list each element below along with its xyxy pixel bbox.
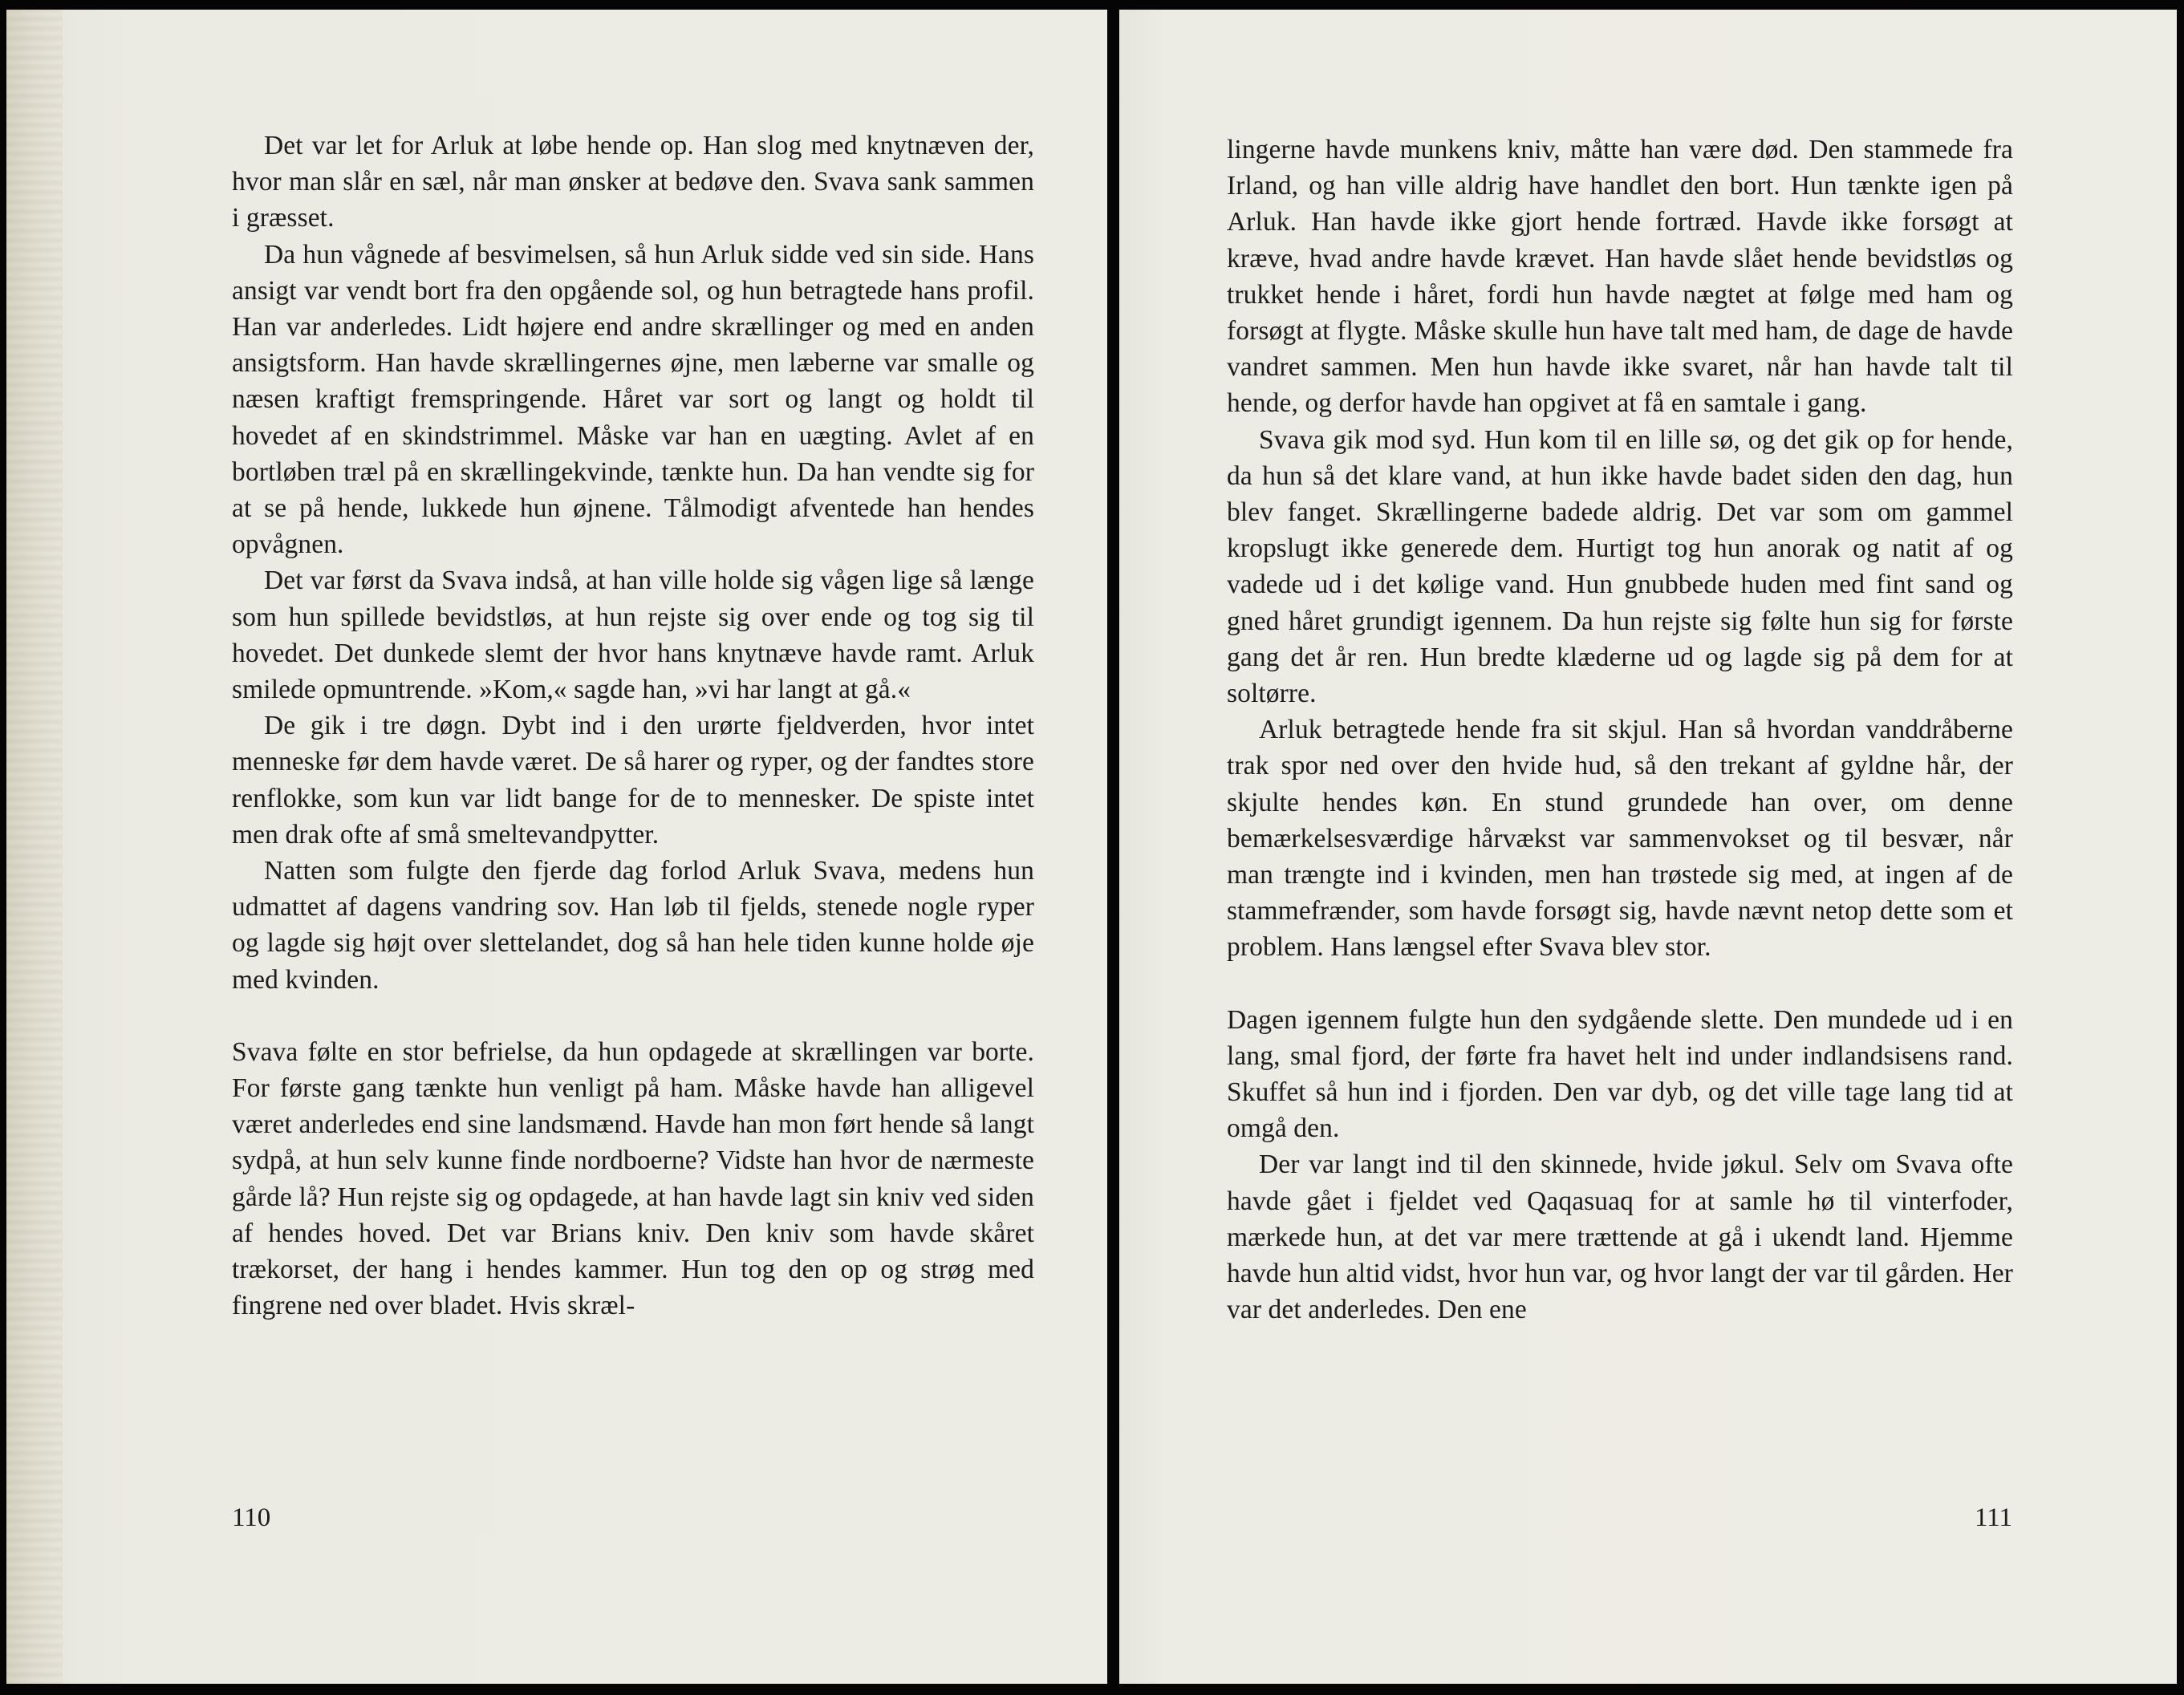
paragraph: Natten som fulgte den fjerde dag forlod Arluk Svava, medens hun udmattet af dagens vandring sov. Han løb til fjelds, stenede nogle ryper og lagde sig højt over slettelandet, dog så han hele tiden kunne holde øje med kvinden.	[232, 856, 1034, 995]
left-page-text	[232, 128, 1034, 1324]
paragraph-section-start: Dagen igennem fulgte hun den sydgående slette. Den mundede ud i en lang, smal fjord, der førte fra havet helt ind under indlandsisens rand. Skuffet så hun ind i fjorden. Den var dyb, og det ville tage lang tid at omgå den.	[1227, 1004, 2013, 1144]
paragraph: Da hun vågnede af besvimelsen, så hun Arluk sidde ved sin side. Hans ansigt var vendt bort fra den opgående sol, og hun betragtede hans profil. Han var anderledes. Lidt højere end andre skrællinger og med en anden ansigtsform. Han havde skrællingernes øjne, men læberne var smalle og næsen kraftigt fremspringende. Håret var sort og langt og holdt til hovedet af en skindstrimmel. Måske var han en uægting. Avlet af en bortløben træl på en skrællingekvinde, tænkte hun. Da han vendte sig for at se på hende, lukkede hun øjnene. Tålmodigt afventede han hendes opvågnen.	[232, 239, 1034, 560]
page-number: 110	[232, 1503, 271, 1532]
right-page	[1119, 10, 2177, 1684]
paragraph-section-start: Svava følte en stor befrielse, da hun opdagede at skrællingen var borte. For første gang tænkte hun venligt på ham. Måske havde han alligevel været anderledes end sine landsmænd. Havde han mon ført hende så langt sydpå, at hun selv kunne finde nordboerne? Vidste han hvor de nærmeste gårde lå? Hun rejste sig og opdagede, at han havde lagt sin kniv ved siden af hendes hoved. Det var Brians kniv. Den kniv som havde skåret trækorset, der hang i hendes kammer. Hun tog den op og strøg med fingrene ned over bladet. Hvis skræl-	[232, 1036, 1034, 1321]
right-page-text	[1227, 132, 2013, 1328]
spine-edge	[6, 10, 63, 1684]
paragraph: Svava gik mod syd. Hun kom til en lille sø, og det gik op for hende, da hun så det klare vand, at hun ikke havde badet siden den dag, hun blev fanget. Skrællingerne badede aldrig. Det var som om gammel kropslugt ikke generede dem. Hurtigt tog hun anorak og natit af og vadede ud i det kølige vand. Hun gnubbede huden med fint sand og gned håret grundigt igennem. Da hun rejste sig følte hun sig for første gang det år ren. Hun bredte klæderne ud og lagde sig på dem for at soltørre.	[1227, 424, 2013, 709]
left-page	[6, 10, 1107, 1684]
page-number: 111	[1974, 1503, 2012, 1532]
paragraph-continued: lingerne havde munkens kniv, måtte han være død. Den stammede fra Irland, og han ville aldrig have handlet den bort. Hun tænkte igen på Arluk. Han havde ikke gjort hende fortræd. Havde ikke forsøgt at kræve, hvad andre havde krævet. Han havde slået hende bevidstløs og trukket hende i håret, fordi hun havde nægtet at følge med ham og forsøgt at flygte. Måske skulle hun have talt med ham, de dage de havde vandret sammen. Men hun havde ikke svaret, når han havde talt til hende, og derfor havde han opgivet at få en samtale i gang.	[1227, 135, 2013, 419]
paragraph: Der var langt ind til den skinnede, hvide jøkul. Selv om Svava ofte havde gået i fjeldet ved Qaqasuaq for at samle hø til vinterfoder, mærkede hun, at det var mere trættende at gå i ukendt land. Hjemme havde hun altid vidst, hvor hun var, og hvor langt der var til gården. Her var det anderledes. Den ene	[1227, 1150, 2013, 1325]
paragraph: Det var let for Arluk at løbe hende op. Han slog med knytnæven der, hvor man slår en sæl, når man ønsker at bedøve den. Svava sank sammen i græsset.	[232, 131, 1034, 233]
paragraph: Det var først da Svava indså, at han ville holde sig vågen lige så længe som hun spillede bevidstløs, at hun rejste sig over ende og tog sig til hovedet. Det dunkede slemt der hvor hans knytnæve havde ramt. Arluk smilede opmuntrende. »Kom,« sagde han, »vi har langt at gå.«	[232, 566, 1034, 705]
paragraph: De gik i tre døgn. Dybt ind i den urørte fjeldverden, hvor intet menneske før dem havde været. De så harer og ryper, og der fandtes store renflokke, som kun var lidt bange for de to mennesker. De spiste intet men drak ofte af små smeltevandpytter.	[232, 711, 1034, 850]
paragraph: Arluk betragtede hende fra sit skjul. Han så hvordan vanddråberne trak spor ned over den hvide hud, så den trekant af gyldne hår, der skjulte hendes køn. En stund grundede han over, om denne bemærkelsesværdige hårvækst var sammenvokset og til besvær, når man trængte ind i kvinden, men han trøstede sig med, at ingen af de stammefrænder, som havde forsøgt sig, havde nævnt netop dette som et problem. Hans længsel efter Svava blev stor.	[1227, 715, 2013, 963]
